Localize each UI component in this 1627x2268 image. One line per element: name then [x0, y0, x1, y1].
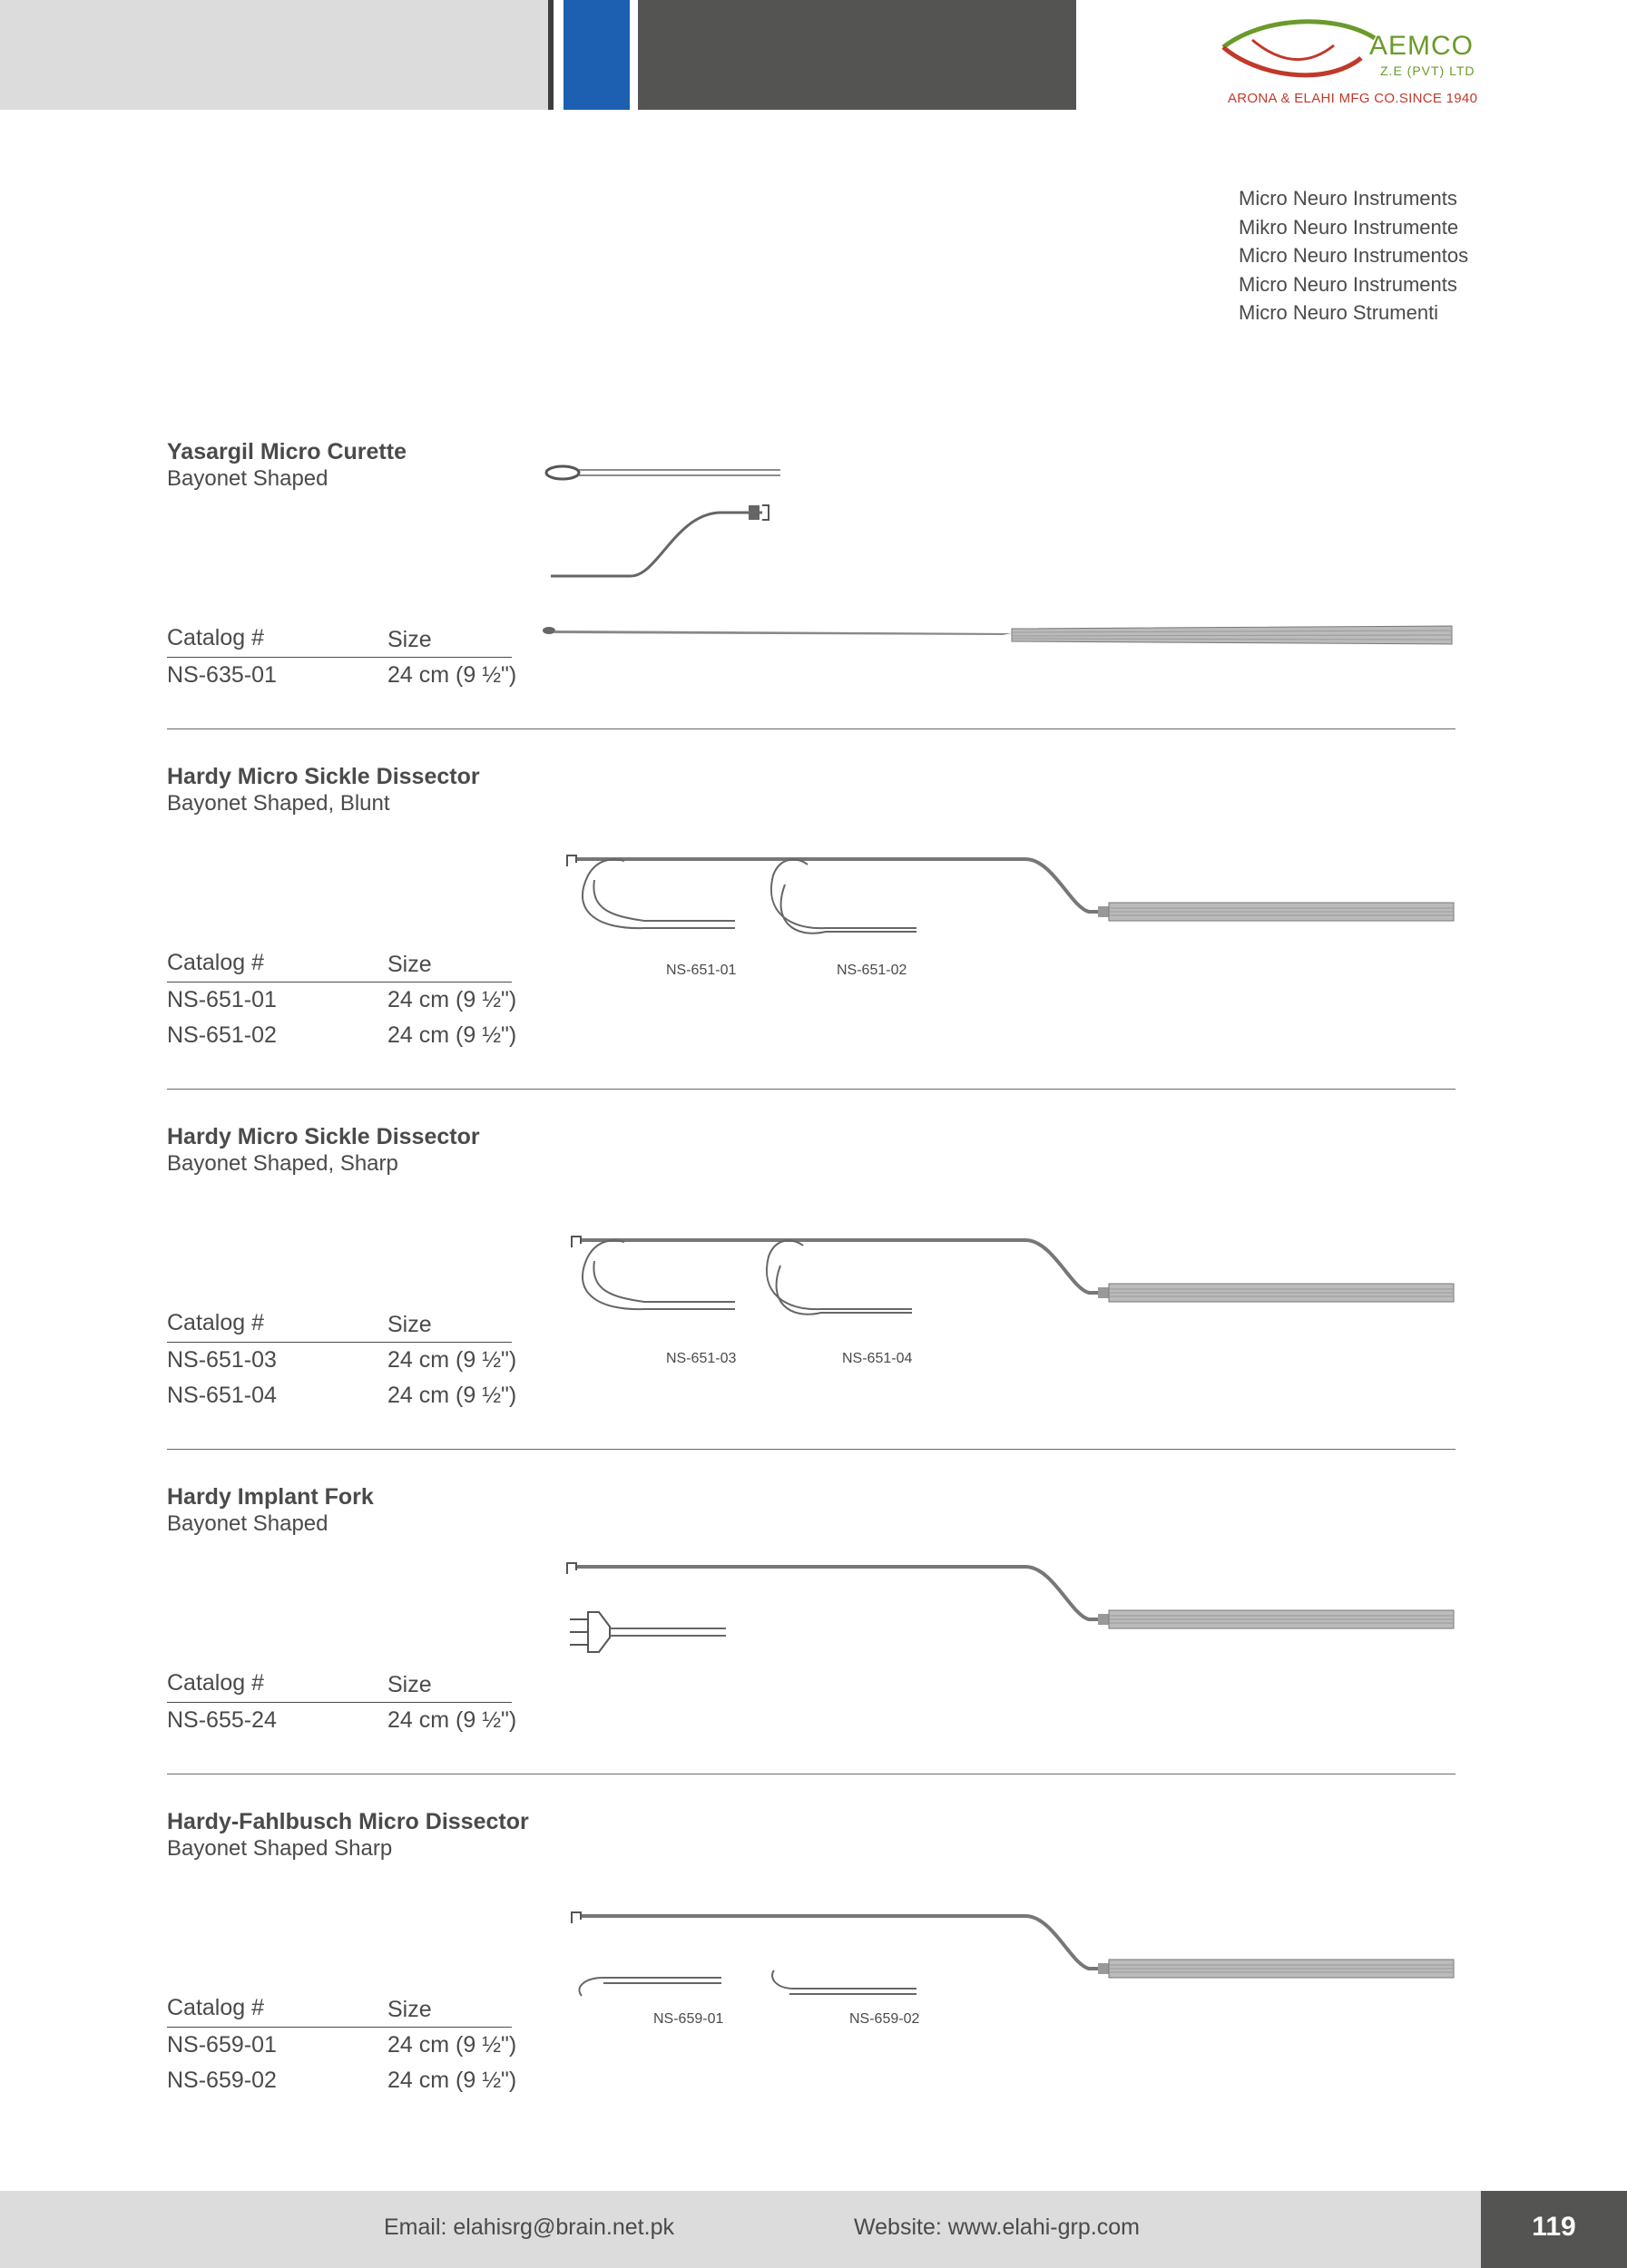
size-value: 24 cm (9 ½"): [387, 662, 517, 688]
figure-label: NS-651-03: [666, 1351, 737, 1366]
product-subtitle: Bayonet Shaped, Sharp: [167, 1151, 398, 1176]
size-header: Size: [387, 1312, 432, 1337]
size-header: Size: [387, 1997, 432, 2022]
catalog-header: Catalog #: [167, 1670, 265, 1696]
table-rule: [167, 1342, 512, 1343]
size-value: 24 cm (9 ½"): [387, 1022, 517, 1048]
product-title: Hardy Micro Sickle Dissector: [167, 764, 480, 789]
header-gap: [630, 0, 638, 110]
catalog-number: NS-635-01: [167, 662, 277, 688]
product-title: Hardy Micro Sickle Dissector: [167, 1124, 480, 1149]
size-value: 24 cm (9 ½"): [387, 2068, 517, 2093]
size-header: Size: [387, 952, 432, 977]
brand-suffix: Z.E (PVT) LTD: [1380, 64, 1475, 78]
product-subtitle: Bayonet Shaped Sharp: [167, 1836, 393, 1861]
figure-label: NS-659-02: [849, 2011, 920, 2027]
size-value: 24 cm (9 ½"): [387, 987, 517, 1012]
section-divider: [167, 1449, 1455, 1450]
implant-fork-illustration: [563, 1556, 1461, 1665]
language-item: Micro Neuro Instruments: [1239, 187, 1457, 210]
product-title: Hardy-Fahlbusch Micro Dissector: [167, 1809, 529, 1834]
product-subtitle: Bayonet Shaped: [167, 1511, 328, 1536]
size-header: Size: [387, 627, 432, 652]
size-value: 24 cm (9 ½"): [387, 1383, 517, 1408]
micro-dissector-illustration: [567, 1905, 1461, 2014]
catalog-number: NS-651-04: [167, 1383, 277, 1408]
page-number: 119: [1532, 2212, 1576, 2242]
footer-website[interactable]: Website: www.elahi-grp.com: [854, 2214, 1140, 2240]
language-list: [1239, 184, 1468, 327]
table-rule: [167, 2027, 512, 2028]
sickle-dissector-illustration: [563, 848, 1461, 975]
brand-tagline: ARONA & ELAHI MFG CO.SINCE 1940: [1228, 91, 1478, 106]
product-subtitle: Bayonet Shaped: [167, 466, 328, 491]
section-divider: [167, 1089, 1455, 1090]
catalog-header: Catalog #: [167, 1310, 265, 1335]
size-value: 24 cm (9 ½"): [387, 2032, 517, 2058]
brand-name: AEMCO: [1369, 31, 1475, 61]
figure-label: NS-651-01: [666, 963, 737, 978]
catalog-number: NS-651-03: [167, 1347, 277, 1373]
table-rule: [167, 657, 512, 658]
sickle-dissector-illustration: [567, 1229, 1461, 1356]
catalog-number: NS-659-01: [167, 2032, 277, 2058]
catalog-number: NS-659-02: [167, 2068, 277, 2093]
footer-email[interactable]: Email: elahisrg@brain.net.pk: [384, 2214, 674, 2240]
language-item: Micro Neuro Instrumentos: [1239, 244, 1469, 267]
size-header: Size: [387, 1672, 432, 1697]
header-band-blue: [564, 0, 630, 110]
footer-bar: [0, 2191, 1481, 2268]
size-value: 24 cm (9 ½"): [387, 1707, 517, 1733]
product-title: Yasargil Micro Curette: [167, 439, 407, 464]
catalog-header: Catalog #: [167, 625, 265, 650]
product-subtitle: Bayonet Shaped, Blunt: [167, 791, 390, 816]
language-item: Micro Neuro Strumenti: [1239, 301, 1439, 324]
curette-illustration: [540, 458, 1456, 653]
catalog-number: NS-655-24: [167, 1707, 277, 1733]
figure-label: NS-659-01: [653, 2011, 724, 2027]
catalog-number: NS-651-01: [167, 987, 277, 1012]
figure-label: NS-651-02: [837, 963, 907, 978]
product-title: Hardy Implant Fork: [167, 1484, 374, 1510]
catalog-header: Catalog #: [167, 1995, 265, 2020]
section-divider: [167, 728, 1455, 729]
header-stripe: [548, 0, 554, 110]
figure-label: NS-651-04: [842, 1351, 913, 1366]
header-band-dark: [638, 0, 1076, 110]
language-item: Mikro Neuro Instrumente: [1239, 215, 1459, 239]
language-item: Micro Neuro Instruments: [1239, 272, 1457, 296]
catalog-number: NS-651-02: [167, 1022, 277, 1048]
size-value: 24 cm (9 ½"): [387, 1347, 517, 1373]
header-band-light: [0, 0, 548, 110]
catalog-header: Catalog #: [167, 950, 265, 975]
table-rule: [167, 1702, 512, 1703]
